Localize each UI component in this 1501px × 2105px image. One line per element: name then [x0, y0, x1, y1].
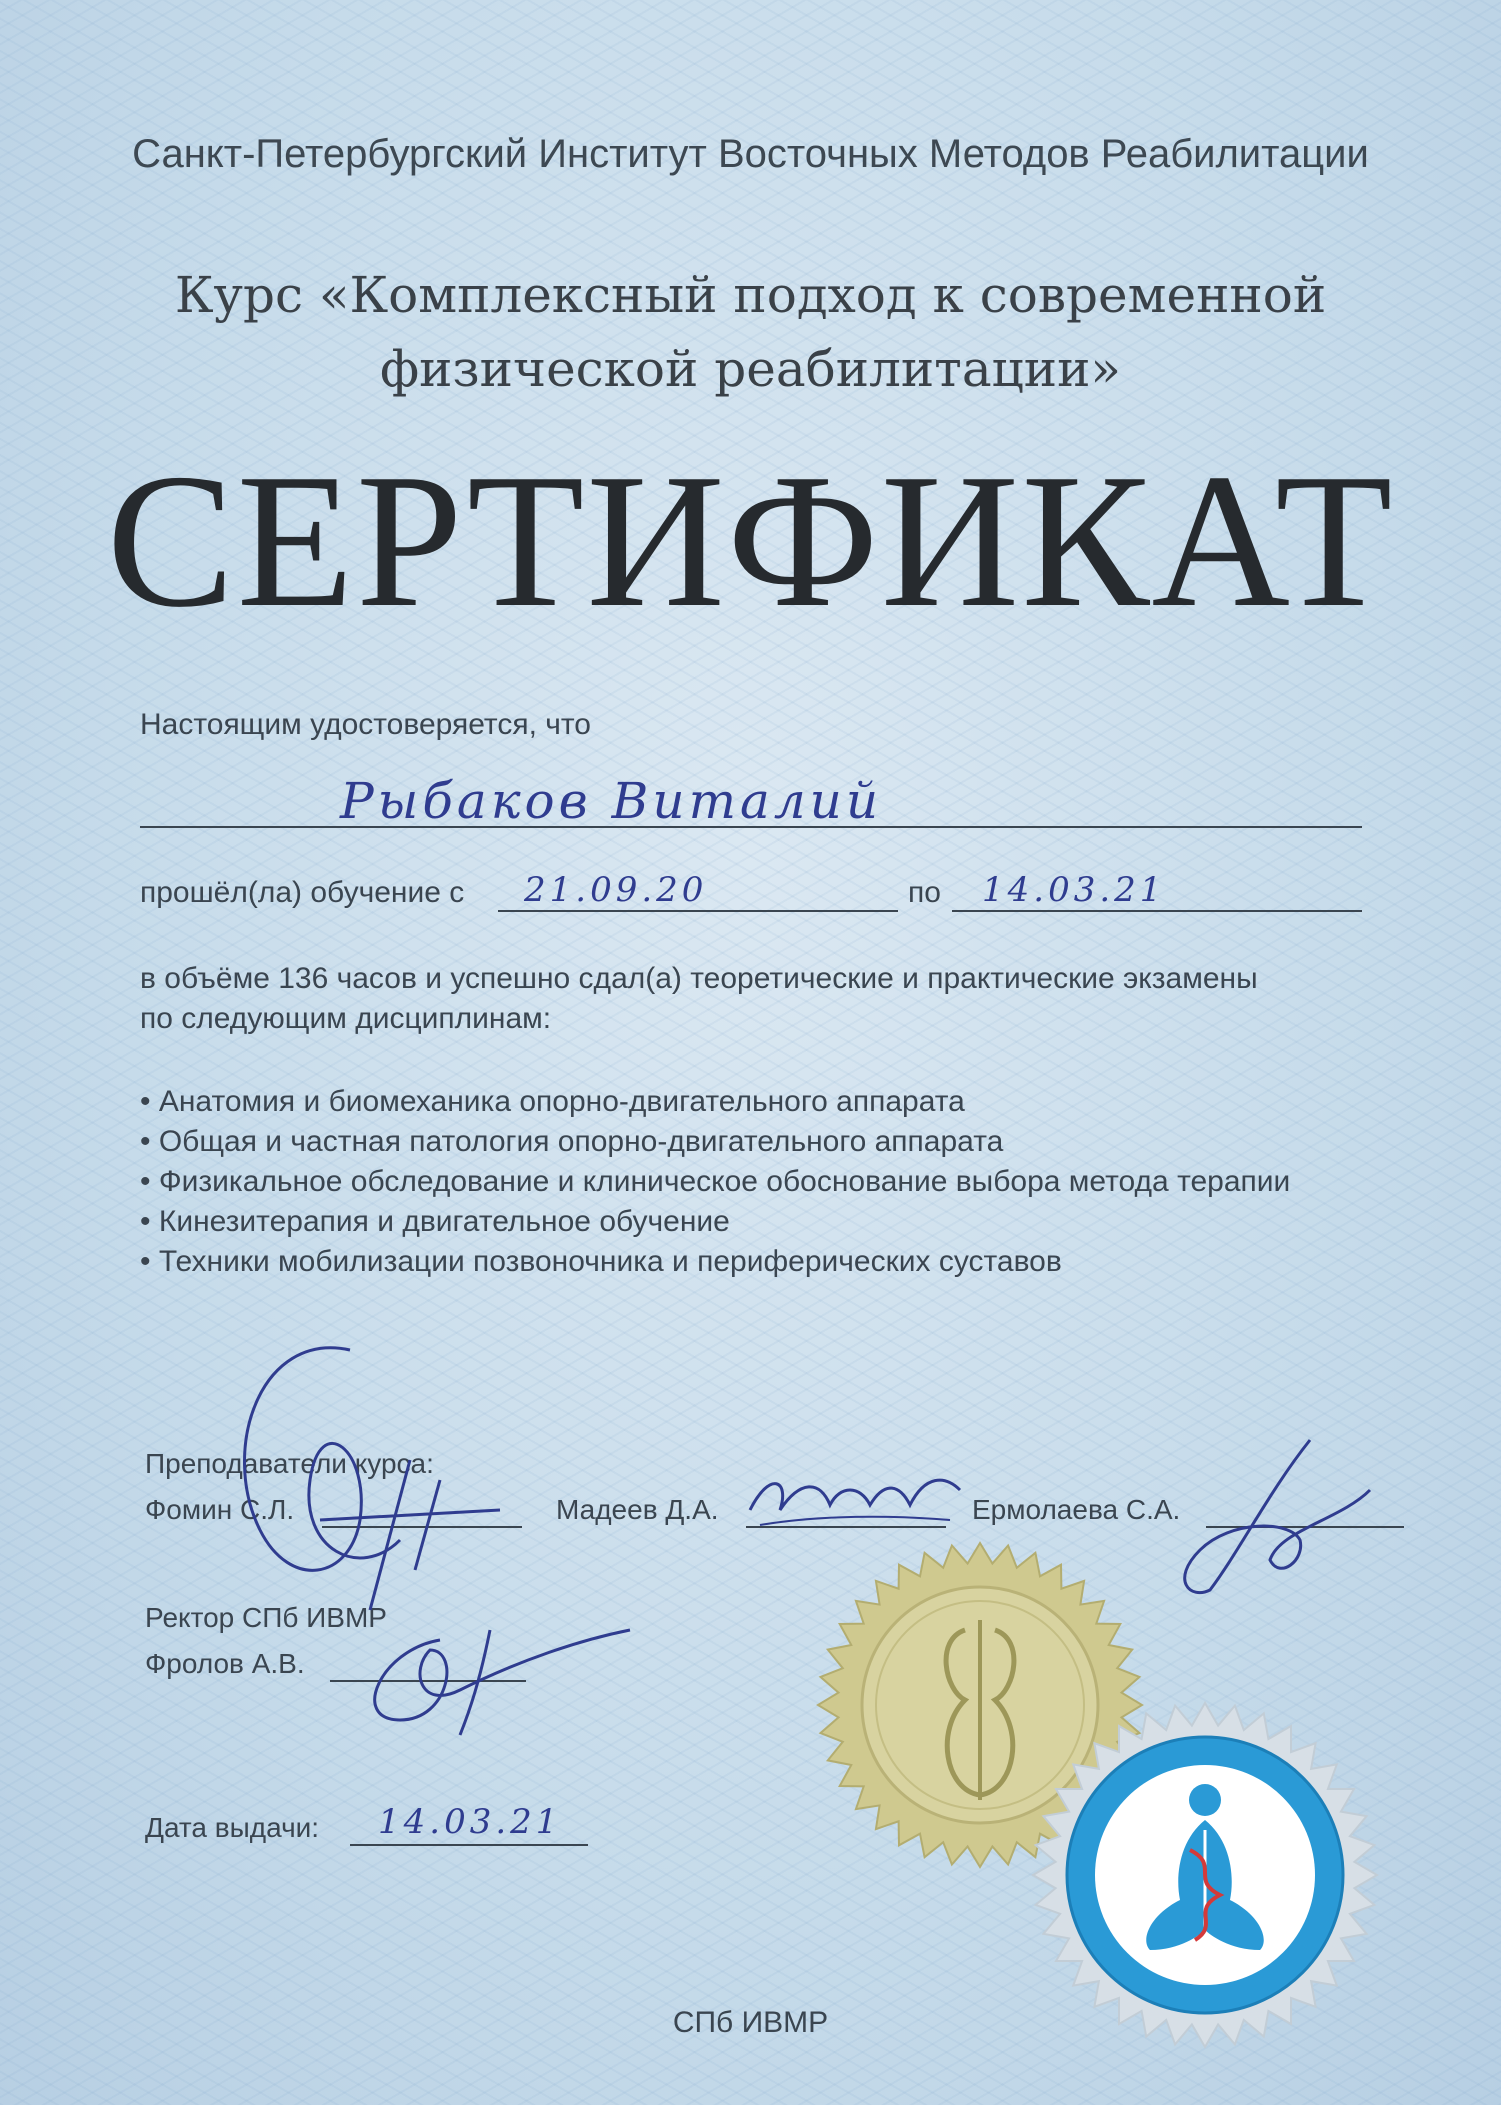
discipline-item: • Общая и частная патология опорно-двигательного аппарата — [140, 1122, 1290, 1162]
disciplines-list — [140, 1082, 1290, 1282]
discipline-item: • Анатомия и биомеханика опорно-двигательного аппарата — [140, 1082, 1290, 1122]
discipline-item: • Техники мобилизации позвоночника и периферических суставов — [140, 1242, 1290, 1282]
rector-name: Фролов А.В. — [145, 1648, 305, 1679]
certificate-title: СЕРТИФИКАТ — [106, 434, 1395, 647]
teacher-fomin: Фомин С.Л. — [145, 1494, 295, 1525]
date-from: 21.09.20 — [524, 870, 708, 910]
issue-date: 14.03.21 — [378, 1802, 562, 1842]
course-title-line1: Курс «Комплексный подход к современной — [174, 266, 1327, 324]
date-to: 14.03.21 — [982, 870, 1166, 910]
course-title-line2: физической реабилитации» — [379, 340, 1122, 398]
signature-frolov — [340, 1610, 640, 1740]
teacher-madeev: Мадеев Д.А. — [556, 1494, 719, 1525]
volume-line2: по следующим дисциплинам: — [140, 1002, 552, 1035]
signature-fomin — [200, 1330, 540, 1620]
issue-date-label: Дата выдачи: — [145, 1812, 320, 1843]
discipline-item: • Кинезитерапия и двигательное обучение — [140, 1202, 1290, 1242]
date-from-line — [498, 910, 898, 912]
teachers-label: Преподаватели курса: — [145, 1448, 434, 1479]
course-title — [0, 258, 1501, 406]
issue-date-line — [350, 1844, 588, 1846]
signature-madeev — [740, 1460, 970, 1540]
blue-logo-seal — [1030, 1700, 1380, 2050]
recipient-name: Рыбаков Виталий — [340, 772, 883, 830]
institute-name: Санкт-Петербургский Институт Восточных Методов Реабилитации — [132, 132, 1369, 176]
rector-label: Ректор СПб ИВМР — [145, 1602, 387, 1633]
to-label: по — [908, 876, 941, 909]
teacher-ermolaeva: Ермолаева С.А. — [972, 1494, 1181, 1525]
date-to-line — [952, 910, 1362, 912]
footer-abbreviation: СПб ИВМР — [672, 2006, 829, 2039]
volume-line1: в объёме 136 часов и успешно сдал(а) теоретические и практические экзамены — [140, 962, 1258, 995]
trained-from-label: прошёл(ла) обучение с — [140, 876, 465, 909]
discipline-item: • Физикальное обследование и клиническое обоснование выбора метода терапии — [140, 1162, 1290, 1202]
signature-ermolaeva — [1120, 1430, 1380, 1610]
certify-intro: Настоящим удостоверяется, что — [140, 708, 591, 741]
